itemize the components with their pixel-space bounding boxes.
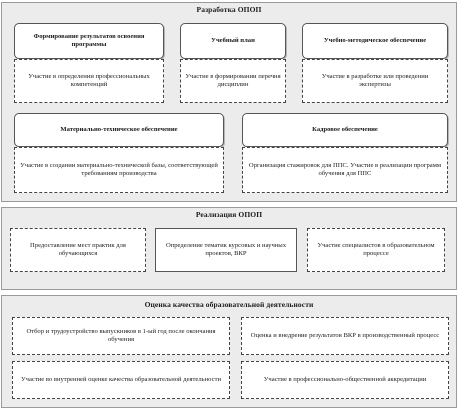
box-graduate-employment: Отбор и трудоустройство выпускников в 1-ый год после окончания обучения <box>12 317 230 355</box>
box-specialists: Участие специалистов в образовательном процессе <box>307 228 445 272</box>
section-quality-title: Оценка качества образовательной деятельности <box>144 300 314 309</box>
box-accreditation: Участие в профессионально-общественной аккредитации <box>241 361 449 399</box>
card-methodological-body: Участие в разработке или проведении экспертизы <box>302 59 448 103</box>
box-internal-assessment: Участие во внутренней оценке качества образовательной деятельности <box>12 361 230 399</box>
card-staffing-header: Кадровое обеспечение <box>242 113 448 147</box>
card-methodological-header: Учебно-методическое обеспечение <box>302 23 448 59</box>
box-internships: Предоставление мест практик для обучающихся <box>10 228 146 272</box>
card-staffing-body: Организация стажировок для ППС. Участие в реализации программ обучения для ППС <box>242 147 448 193</box>
card-learning-outcomes-header: Формирование результатов освоения программы <box>14 23 164 59</box>
card-learning-outcomes-body: Участие в определении профессиональных компетенций <box>14 59 164 103</box>
section-development-title: Разработка ОПОП <box>196 5 262 14</box>
box-vkr-implementation: Оценка и внедрение результатов ВКР в производственный процесс <box>241 317 449 355</box>
section-implementation <box>1 207 457 290</box>
card-curriculum-body: Участие в формировании перечня дисциплин <box>180 59 286 103</box>
card-curriculum-header: Учебный план <box>180 23 286 59</box>
section-development <box>1 2 457 202</box>
card-material-body: Участие в создании материально-технической базы, соответствующей требованиям производства <box>14 147 224 193</box>
box-project-topics: Определение тематик курсовых и научных проектов, ВКР <box>155 228 297 272</box>
section-quality-assessment <box>1 295 457 408</box>
card-material-header: Материально-техническое обеспечение <box>14 113 224 147</box>
section-implementation-title: Реализация ОПОП <box>195 210 263 219</box>
